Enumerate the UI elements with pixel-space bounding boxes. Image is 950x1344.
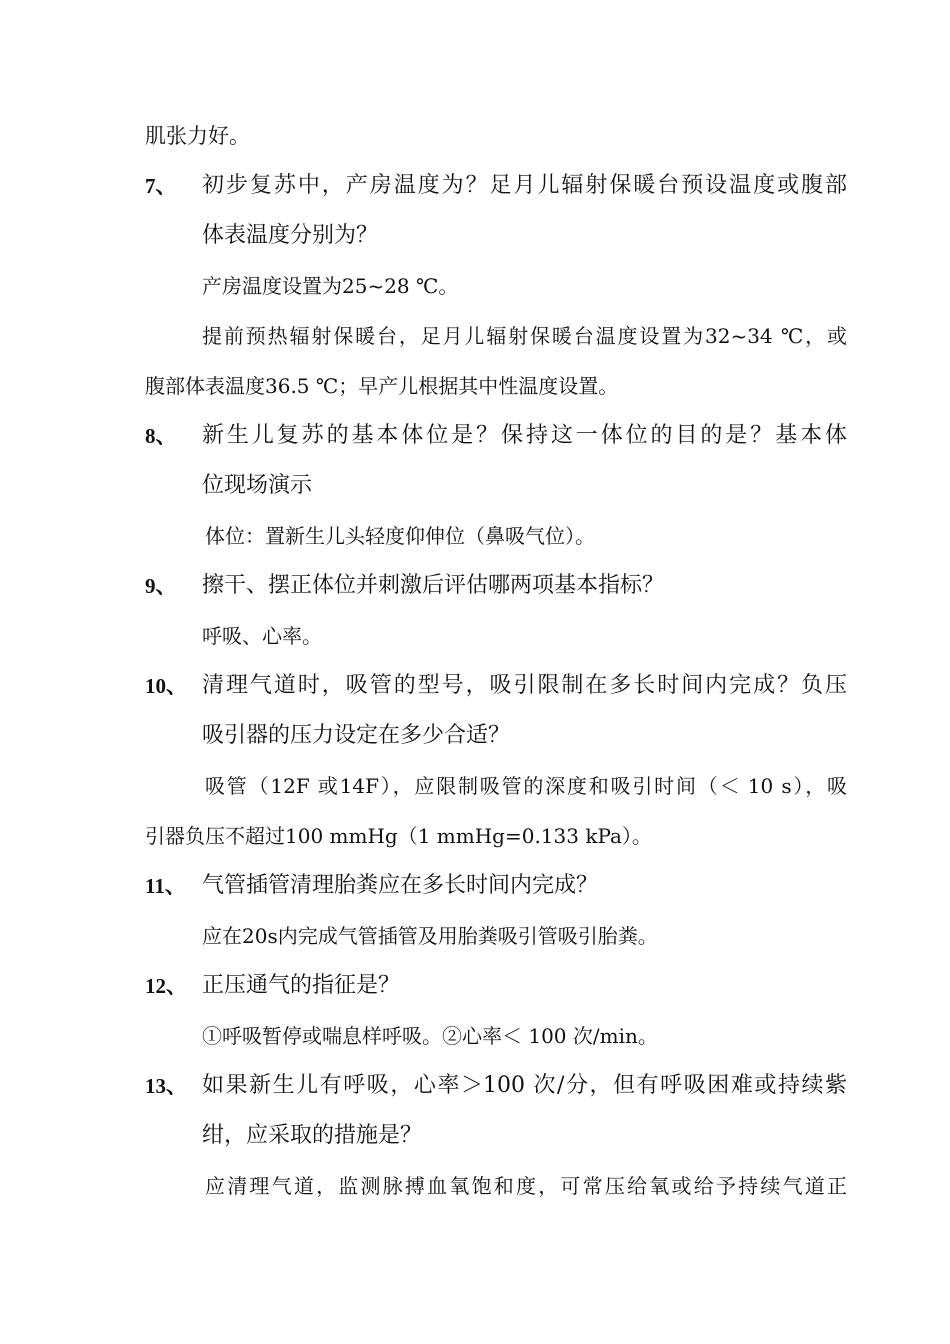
question-10-line-1: 清理气道时，吸管的型号，吸引限制在多长时间内完成？负压 bbox=[202, 673, 847, 698]
question-number-7: 7、 bbox=[145, 174, 177, 198]
question-number-11: 11、 bbox=[145, 874, 186, 898]
answer-10-line-2: 引器负压不超过100 mmHg（1 mmHg=0.133 kPa）。 bbox=[145, 824, 652, 848]
question-number-9: 9、 bbox=[145, 574, 177, 598]
answer-12-line-1: ①呼吸暂停或喘息样呼吸。②心率＜ 100 次/min。 bbox=[202, 1024, 658, 1048]
question-number-12: 12、 bbox=[145, 974, 187, 998]
question-number-13: 13、 bbox=[145, 1074, 187, 1098]
question-9-line-1: 擦干、摆正体位并刺激后评估哪两项基本指标？ bbox=[202, 573, 665, 598]
answer-7-line-3: 腹部体表温度36.5 ℃；早产儿根据其中性温度设置。 bbox=[145, 374, 619, 398]
question-11-line-1: 气管插管清理胎粪应在多长时间内完成？ bbox=[202, 873, 599, 898]
question-7-line-2: 体表温度分别为？ bbox=[202, 223, 379, 248]
question-7-line-1: 初步复苏中，产房温度为？足月儿辐射保暖台预设温度或腹部 bbox=[202, 173, 847, 198]
answer-13-line-1: 应清理气道，监测脉搏血氧饱和度，可常压给氧或给予持续气道正 bbox=[205, 1174, 847, 1198]
question-8-line-1: 新生儿复苏的基本体位是？保持这一体位的目的是？基本体 bbox=[202, 423, 847, 448]
question-number-8: 8、 bbox=[145, 424, 177, 448]
question-8-line-2: 位现场演示 bbox=[202, 473, 313, 498]
question-13-line-2: 绀，应采取的措施是？ bbox=[202, 1123, 423, 1148]
continuation-text: 肌张力好。 bbox=[145, 124, 250, 148]
question-12-line-1: 正压通气的指征是？ bbox=[202, 973, 401, 998]
answer-9-line-1: 呼吸、心率。 bbox=[202, 624, 322, 648]
question-13-line-1: 如果新生儿有呼吸，心率＞100 次/分，但有呼吸困难或持续紫 bbox=[202, 1073, 847, 1098]
answer-7-line-1: 产房温度设置为25~28 ℃。 bbox=[202, 274, 459, 298]
question-10-line-2: 吸引器的压力设定在多少合适？ bbox=[202, 723, 511, 748]
answer-8-line-1: 体位：置新生儿头轻度仰伸位（鼻吸气位）。 bbox=[205, 524, 595, 548]
question-number-10: 10、 bbox=[145, 674, 187, 698]
answer-7-line-2: 提前预热辐射保暖台，足月儿辐射保暖台温度设置为32~34 ℃，或 bbox=[202, 324, 847, 348]
answer-10-line-1: 吸管（12F 或14F），应限制吸管的深度和吸引时间（＜ 10 s），吸 bbox=[205, 774, 847, 798]
answer-11-line-1: 应在20s内完成气管插管及用胎粪吸引管吸引胎粪。 bbox=[202, 924, 658, 948]
